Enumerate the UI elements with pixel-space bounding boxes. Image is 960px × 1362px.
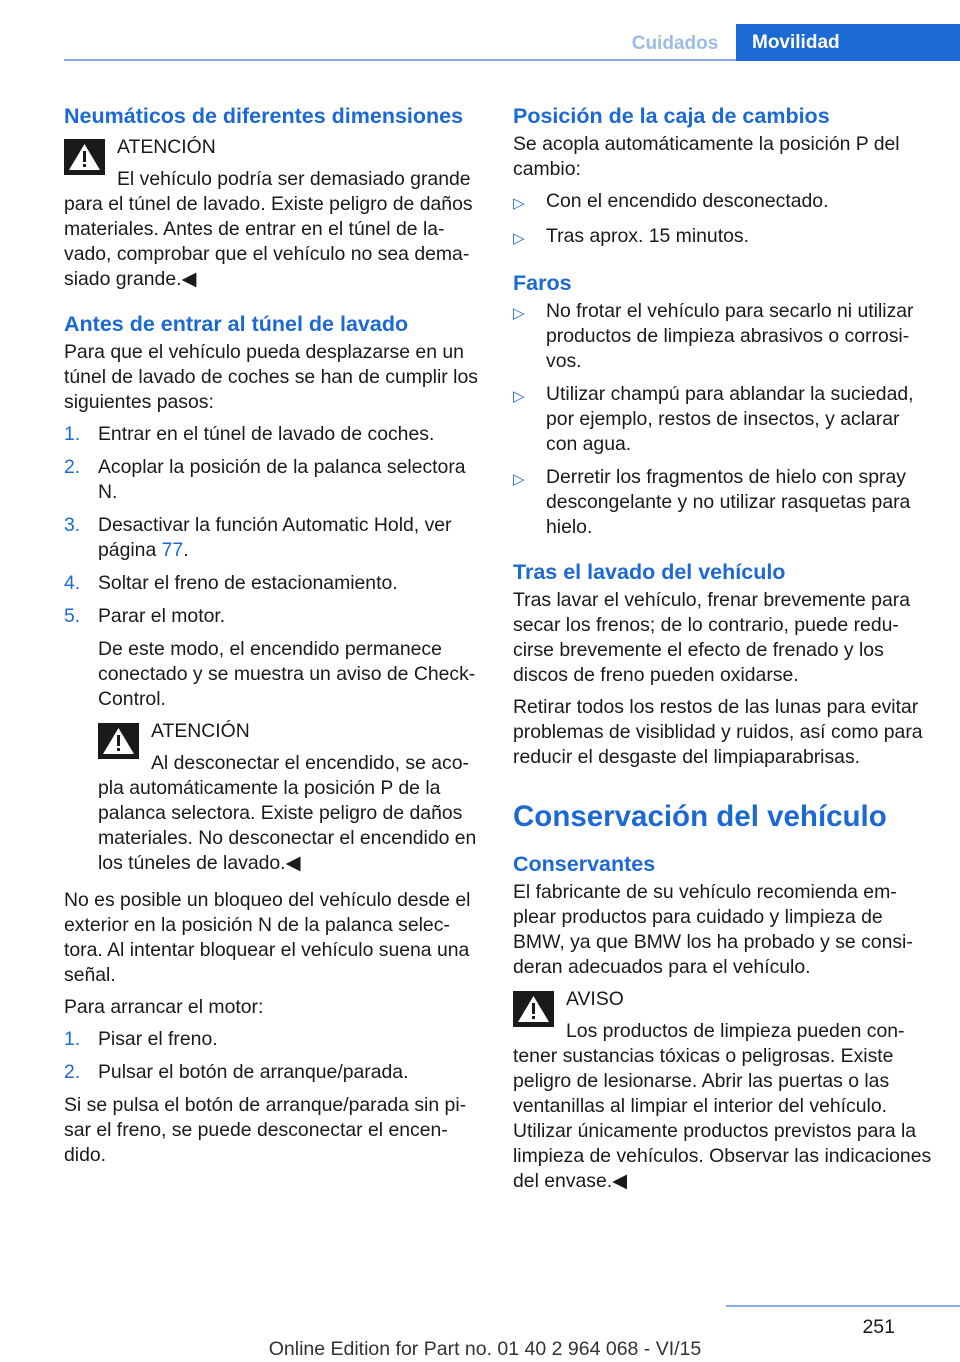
page-header — [0, 0, 960, 62]
warning-title: ATENCIÓN — [117, 136, 216, 158]
bullet-triangle-icon: ▷ — [513, 195, 525, 212]
bullet-triangle-icon: ▷ — [513, 388, 525, 405]
paragraph-conservantes: El fabricante de su vehículo recomienda emplear productos para cuidado y limpieza de BMW, ya que BMW los ha probado y se consideran adecuados para el vehículo. — [513, 881, 913, 978]
heading-neumaticos: Neumáticos de diferentes dimensiones — [64, 104, 464, 128]
bullet-triangle-icon: ▷ — [513, 471, 525, 488]
list-item: ▷ Utilizar champú para ablandar la suciedad, por ejemplo, restos de insectos, y aclarar con agua. — [513, 383, 914, 455]
steps-list — [64, 422, 480, 629]
warning-title: ATENCIÓN — [151, 720, 250, 742]
footer-divider — [726, 1305, 960, 1307]
heading-faros: Faros — [513, 271, 572, 295]
paragraph-si: Si se pulsa el botón de arranque/parada sin pisar el freno, se puede desconectar el encendido. — [64, 1094, 467, 1166]
list-item: ▷ Tras aprox. 15 minutos. — [513, 224, 933, 251]
paragraph-arrancar: Para arrancar el motor: — [64, 996, 264, 1018]
warning-triangle-icon — [64, 139, 105, 175]
heading-posicion: Posición de la caja de cambios — [513, 104, 830, 128]
warning-box-1 — [64, 135, 480, 292]
paragraph-antes: Para que el vehículo pueda desplazarse en un túnel de lavado de coches se han de cumplir los siguientes pasos: — [64, 341, 478, 413]
heading-antes-tunel: Antes de entrar al túnel de lavado — [64, 312, 409, 336]
start-steps-list — [64, 1027, 480, 1085]
heading-conservacion: Conservación del vehículo — [513, 800, 887, 833]
list-item: 5. Parar el motor. — [64, 605, 226, 627]
tab-cuidados[interactable]: Cuidados — [631, 33, 719, 54]
list-item: 1. Entrar en el túnel de lavado de coches. — [64, 423, 435, 445]
warning-triangle-icon — [98, 723, 139, 759]
list-item: 4. Soltar el freno de estacionamiento. — [64, 572, 398, 594]
header-divider — [64, 59, 960, 61]
page-number: 251 — [862, 1316, 895, 1338]
paragraph-posicion: Se acopla automáticamente la posición P del cambio: — [513, 133, 900, 180]
list-item: ▷ Con el encendido desconectado. — [513, 189, 933, 216]
paragraph-tras-1: Tras lavar el vehículo, frenar brevemente para secar los frenos; de lo contrario, puede reducirse brevemente el efecto de frenado y los discos de freno pueden oxidarse. — [513, 589, 910, 686]
list-item: 3. Desactivar la función Automatic Hold, ver página 77. — [64, 514, 452, 561]
warning-triangle-icon — [513, 991, 554, 1027]
step5-note: De este modo, el encendido permanece conectado y se muestra un aviso de Check-Control. — [98, 638, 476, 710]
warning-title: AVISO — [566, 988, 624, 1010]
list-item: 2. Pulsar el botón de arranque/parada. — [64, 1061, 409, 1083]
tab-movilidad[interactable]: Movilidad — [736, 24, 960, 61]
edition-footer: Online Edition for Part no. 01 40 2 964 068 - VI/15 — [268, 1338, 702, 1360]
heading-tras-lavado: Tras el lavado del vehículo — [513, 560, 786, 584]
list-item: 1. Pisar el freno. — [64, 1028, 218, 1050]
posicion-list — [513, 189, 933, 251]
warning-text: El vehículo podría ser demasiado grande para el túnel de lavado. Existe peligro de daños materiales. Antes de entrar en el túnel de lavado, comprobar que el vehículo no sea demasiado grande.◀ — [64, 168, 473, 290]
bullet-triangle-icon: ▷ — [513, 230, 525, 247]
warning-text: Al desconectar el encendido, se acopla automáticamente la posición P de la palanca selectora. Existe peligro de daños materiales. No desconectar el encendido en los túneles de lavado.◀ — [98, 752, 477, 874]
left-column — [64, 104, 480, 1175]
heading-conservantes: Conservantes — [513, 852, 656, 876]
list-item: 2. Acoplar la posición de la palanca selectora N. — [64, 456, 466, 503]
warning-text: Los productos de limpieza pueden contener sustancias tóxicas o peligrosas. Existe peligro de lesionarse. Abrir las puertas o las ventanillas al limpiar el interior del vehículo. Utilizar únicamente productos previstos para la limpieza de vehículos. Observar las indicaciones del envase.◀ — [513, 1020, 932, 1192]
list-item: ▷ No frotar el vehículo para secarlo ni utilizar productos de limpieza abrasivos o corrosivos. — [513, 300, 914, 372]
faros-list — [513, 299, 933, 540]
list-item: ▷ Derretir los fragmentos de hielo con spray descongelante y no utilizar rasquetas para hielo. — [513, 466, 911, 538]
paragraph-tras-2: Retirar todos los restos de las lunas para evitar problemas de visiblidad y ruidos, así como para reducir el desgaste del limpiaparabrisas. — [513, 696, 923, 768]
step5-detail — [98, 637, 480, 876]
paragraph-bloqueo: No es posible un bloqueo del vehículo desde el exterior en la posición N de la palanca selectora. Al intentar bloquear el vehículo suena una señal. — [64, 889, 471, 986]
right-column — [513, 104, 933, 1206]
warning-box-2 — [98, 719, 480, 876]
warning-box-3 — [513, 987, 933, 1194]
bullet-triangle-icon: ▷ — [513, 305, 525, 322]
page-link[interactable]: 77 — [161, 539, 184, 561]
